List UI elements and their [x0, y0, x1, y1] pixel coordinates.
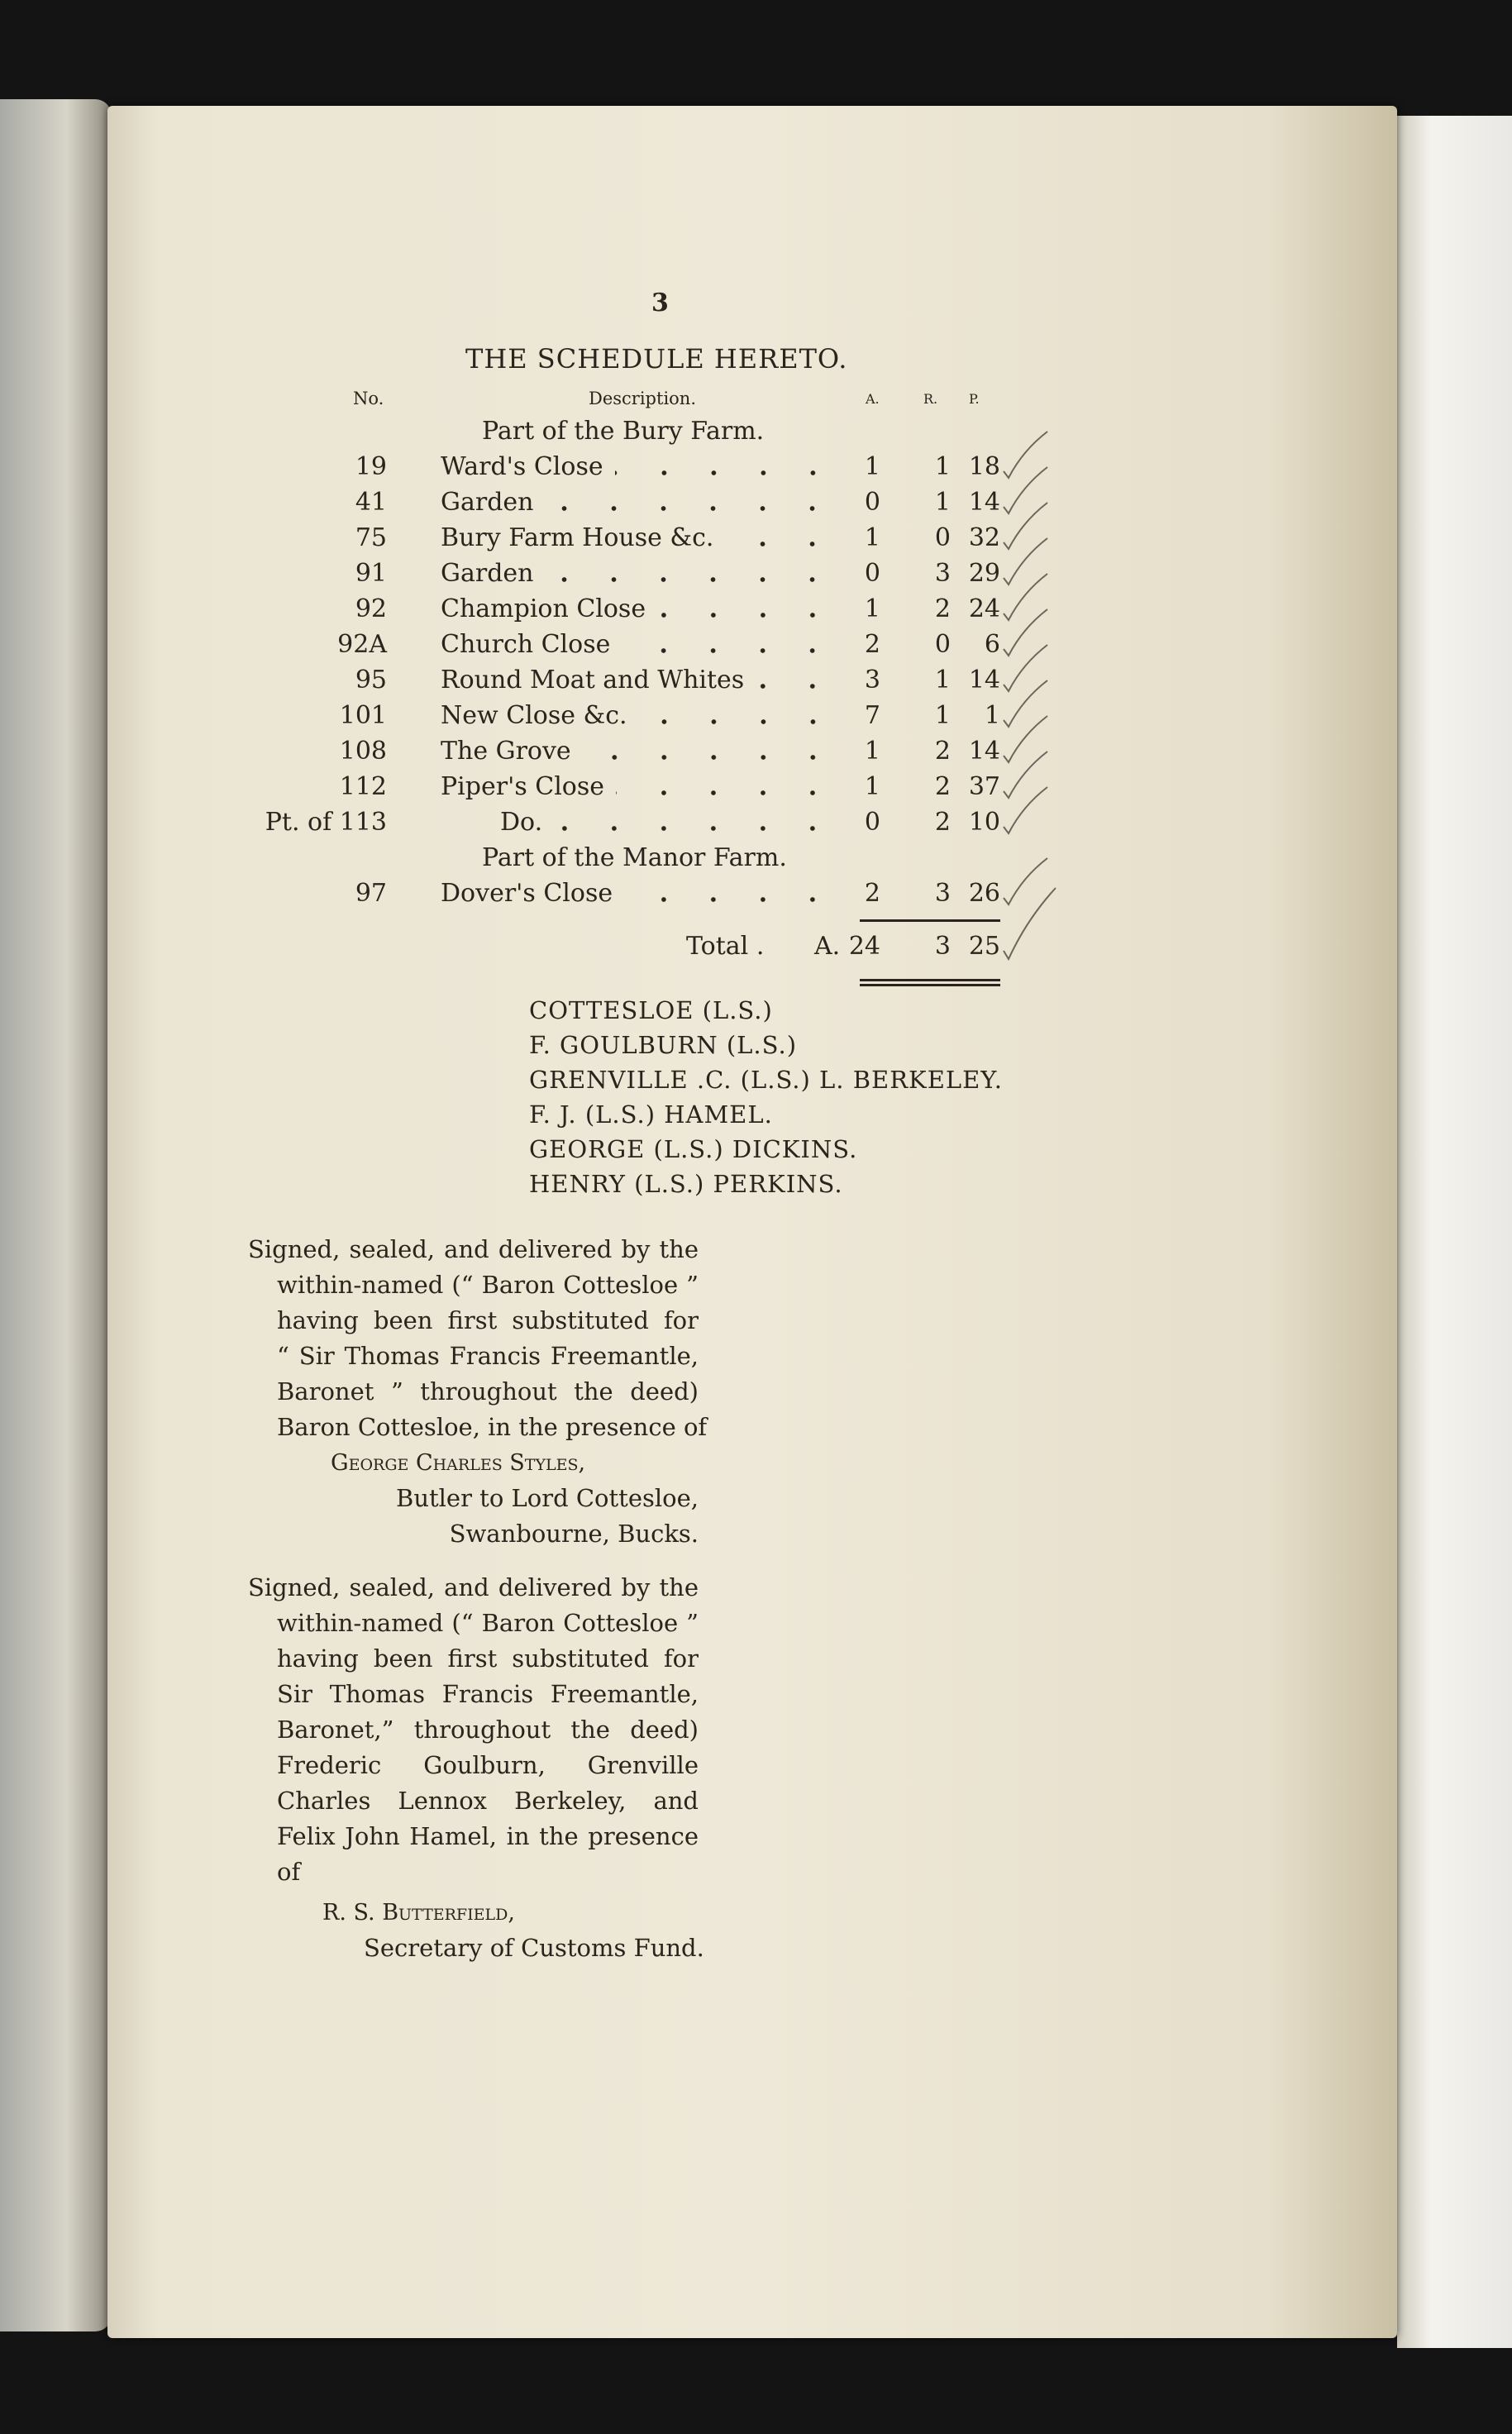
signatory-line: COTTESLOE (L.S.) [529, 996, 773, 1024]
row-description-cell [441, 737, 837, 764]
header-perches: P. [969, 391, 980, 407]
row-description: Champion Close [441, 594, 646, 623]
row-roods: 3 [934, 879, 951, 908]
signatory-line: HENRY (L.S.) PERKINS. [529, 1170, 843, 1198]
row-perches: 26 [968, 879, 1000, 908]
leader-dots [615, 470, 837, 476]
row-description-cell [441, 560, 837, 586]
row-acres: 2 [864, 630, 880, 659]
row-perches: 29 [968, 559, 1000, 588]
row-description-cell [441, 524, 837, 551]
row-number: 41 [355, 488, 387, 517]
signatory-line: F. GOULBURN (L.S.) [529, 1031, 798, 1059]
leader-dots [545, 576, 837, 583]
row-roods: 1 [934, 452, 951, 481]
row-perches: 14 [968, 666, 1000, 694]
row-description: Garden [441, 559, 534, 588]
row-acres: 7 [864, 701, 880, 730]
row-acres: 0 [864, 559, 880, 588]
row-perches: 37 [968, 772, 1000, 801]
row-description-cell [441, 489, 837, 515]
row-roods: 2 [934, 808, 951, 837]
leader-dots [583, 754, 837, 761]
row-acres: 1 [864, 594, 880, 623]
attestation-line: having been first substituted for [277, 1644, 699, 1673]
row-description: Church Close [441, 630, 611, 659]
row-description-cell [441, 595, 837, 622]
row-number: 75 [355, 523, 387, 552]
row-number: 95 [355, 666, 387, 694]
row-number: 19 [355, 452, 387, 481]
signatory-line: F. J. (L.S.) HAMEL. [529, 1100, 773, 1129]
row-description-cell [441, 773, 837, 799]
attestation-line: within-named (“ Baron Cottesloe ” [277, 1271, 699, 1299]
row-description-cell [441, 666, 837, 693]
leader-dots [622, 647, 837, 654]
total-rule-bottom-double [860, 984, 1000, 986]
total-acres: 24 [848, 932, 880, 961]
witness-line: Secretary of Customs Fund. [364, 1934, 704, 1962]
row-perches: 14 [968, 488, 1000, 517]
row-perches: 32 [968, 523, 1000, 552]
total-perches: 25 [968, 932, 1000, 961]
row-perches: 10 [968, 808, 1000, 837]
row-number: Pt. of 113 [265, 808, 387, 837]
leader-dots [616, 790, 837, 796]
attestation-line: Signed, sealed, and delivered by the [248, 1235, 699, 1263]
next-sheet-edge [1397, 116, 1512, 2348]
row-acres: 1 [864, 523, 880, 552]
witness-line: Swanbourne, Bucks. [449, 1520, 699, 1548]
attestation-line: Felix John Hamel, in the presence [277, 1822, 699, 1850]
leader-dots [545, 505, 837, 512]
leader-dots [554, 825, 837, 832]
row-description: Dover's Close [441, 879, 613, 908]
total-rule-bottom [860, 979, 1000, 981]
attestation-line: Baronet ” throughout the deed) [277, 1377, 699, 1406]
leader-dots [639, 718, 837, 725]
row-roods: 2 [934, 594, 951, 623]
witness-line: Butler to Lord Cottesloe, [396, 1484, 699, 1512]
attestation-line: Baronet,” throughout the deed) [277, 1716, 699, 1744]
row-description: Round Moat and Whites [441, 666, 745, 694]
attestation-line: within-named (“ Baron Cottesloe ” [277, 1609, 699, 1637]
row-number: 108 [339, 737, 387, 766]
row-roods: 2 [934, 737, 951, 766]
total-roods: 3 [934, 932, 951, 961]
row-description: Piper's Close [441, 772, 605, 801]
row-acres: 0 [864, 488, 880, 517]
row-description-cell [441, 453, 837, 480]
row-acres: 0 [864, 808, 880, 837]
row-number: 92 [355, 594, 387, 623]
total-unit: A. [814, 932, 841, 961]
row-perches: 14 [968, 737, 1000, 766]
leader-dots [657, 612, 837, 618]
attestation-line: of [277, 1858, 301, 1886]
row-number: 112 [339, 772, 387, 801]
header-roods: R. [923, 391, 938, 407]
attestation-line: Charles Lennox Berkeley, and [277, 1787, 699, 1815]
page-number: 3 [651, 289, 669, 317]
row-roods: 0 [934, 630, 951, 659]
witness-name: R. S. Butterfield, [322, 1900, 515, 1926]
row-roods: 1 [934, 488, 951, 517]
row-description: Bury Farm House &c. [441, 523, 714, 552]
leader-dots [624, 896, 837, 903]
attestation-line: Frederic Goulburn, Grenville [277, 1751, 699, 1779]
row-roods: 2 [934, 772, 951, 801]
header-acres: A. [866, 391, 880, 407]
signatory-line: GEORGE (L.S.) DICKINS. [529, 1135, 858, 1163]
total-label: Total . [686, 932, 765, 961]
row-perches: 1 [984, 701, 1000, 730]
attestation-line: Signed, sealed, and delivered by the [248, 1573, 699, 1601]
facing-page-edge [0, 99, 112, 2331]
attestation-line: “ Sir Thomas Francis Freemantle, [277, 1342, 699, 1370]
row-acres: 3 [864, 666, 880, 694]
row-perches: 24 [968, 594, 1000, 623]
checkmark-icon [1002, 886, 1060, 961]
row-description-cell [441, 631, 837, 657]
row-roods: 1 [934, 666, 951, 694]
row-description-cell [441, 880, 837, 906]
row-perches: 18 [968, 452, 1000, 481]
attestation-2 [248, 1570, 704, 1966]
row-description: The Grove [441, 737, 571, 766]
attestation-line: having been first substituted for [277, 1306, 699, 1334]
row-roods: 0 [934, 523, 951, 552]
header-no: No. [353, 389, 384, 408]
row-number: 101 [339, 701, 387, 730]
row-description: New Close &c. [441, 701, 627, 730]
row-roods: 1 [934, 701, 951, 730]
section-heading: Part of the Bury Farm. [482, 417, 765, 446]
total-rule-top [860, 919, 1000, 922]
leader-dots [756, 683, 837, 690]
row-description: Do. [500, 808, 543, 837]
row-description: Ward's Close [441, 452, 603, 481]
row-description-cell [441, 702, 837, 728]
row-acres: 1 [864, 737, 880, 766]
row-roods: 3 [934, 559, 951, 588]
header-description: Description. [589, 389, 696, 408]
row-number: 92A [337, 630, 387, 659]
section-heading: Part of the Manor Farm. [482, 843, 787, 872]
row-description: Garden [441, 488, 534, 517]
checkmark-icon [1002, 785, 1052, 835]
row-acres: 1 [864, 772, 880, 801]
row-perches: 6 [984, 630, 1000, 659]
attestation-line: Sir Thomas Francis Freemantle, [277, 1680, 699, 1708]
signatory-line: GRENVILLE .C. (L.S.) L. BERKELEY. [529, 1066, 1003, 1094]
row-number: 91 [355, 559, 387, 588]
schedule-title: THE SCHEDULE HERETO. [465, 343, 848, 375]
row-number: 97 [355, 879, 387, 908]
witness-name: George Charles Styles, [331, 1450, 586, 1476]
row-acres: 1 [864, 452, 880, 481]
attestation-line: Baron Cottesloe, in the presence of [277, 1413, 708, 1441]
attestation-1 [248, 1232, 708, 1552]
leader-dots [725, 541, 837, 547]
row-description-cell [441, 809, 837, 835]
row-acres: 2 [864, 879, 880, 908]
